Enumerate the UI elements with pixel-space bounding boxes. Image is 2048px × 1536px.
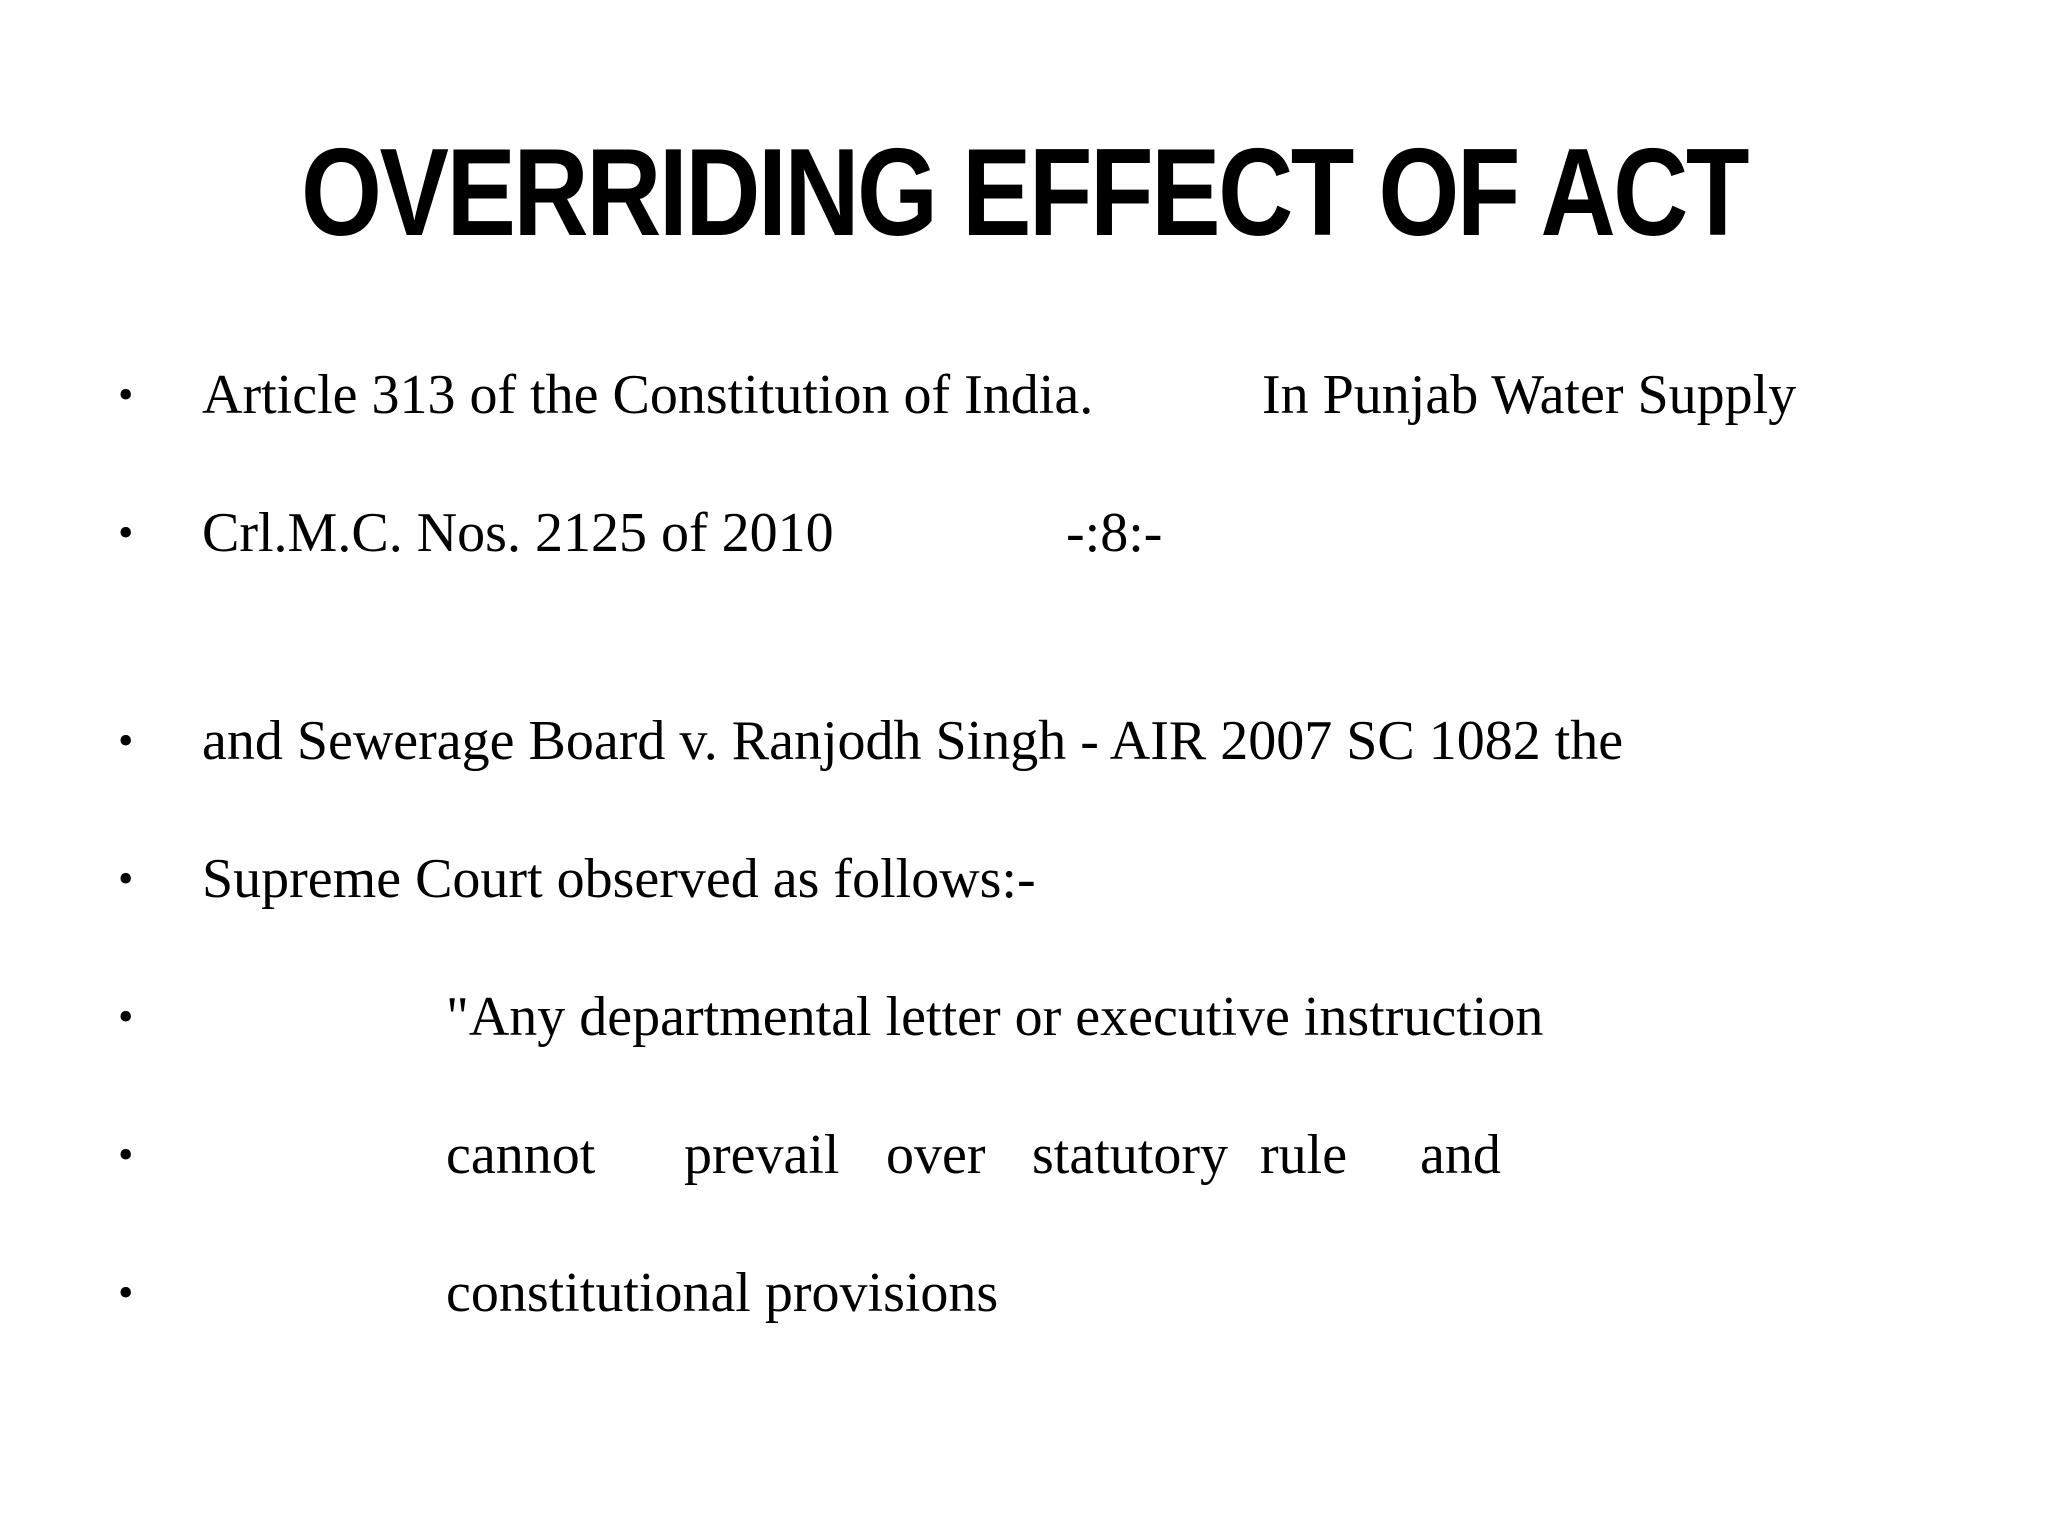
bullet-text: and Sewerage Board v. Ranjodh Singh - AIR 2007 SC 1082 the xyxy=(202,710,1624,772)
bullet-marker: • xyxy=(118,1130,134,1179)
page-marker: -:8:- xyxy=(1066,502,1163,564)
bullet-line xyxy=(0,1258,2048,1328)
bullet-line xyxy=(0,1120,2048,1190)
quote-text: constitutional provisions xyxy=(446,1262,999,1324)
quote-word: rule xyxy=(1260,1124,1348,1186)
slide-title: OVERRIDING EFFECT OF ACT xyxy=(301,124,1747,262)
bullet-line xyxy=(0,360,2048,430)
bullet-text: In Punjab Water Supply xyxy=(1262,364,1797,426)
quote-word: over xyxy=(886,1124,986,1186)
bullet-line xyxy=(0,706,2048,776)
quote-word: and xyxy=(1420,1124,1501,1186)
bullet-marker: • xyxy=(118,370,134,419)
bullet-line xyxy=(0,982,2048,1052)
bullet-marker: • xyxy=(118,992,134,1041)
quote-text: "Any departmental letter or executive instruction xyxy=(446,986,1544,1048)
bullet-text: Article 313 of the Constitution of India. xyxy=(202,364,1094,426)
bullet-text: Supreme Court observed as follows:- xyxy=(202,848,1036,910)
bullet-marker: • xyxy=(118,508,134,557)
bullet-marker: • xyxy=(118,1268,134,1317)
quote-word: statutory xyxy=(1032,1124,1228,1186)
quote-word: prevail xyxy=(684,1124,840,1186)
bullet-line xyxy=(0,498,2048,568)
bullet-marker: • xyxy=(118,716,134,765)
bullet-text: Crl.M.C. Nos. 2125 of 2010 xyxy=(202,502,834,564)
quote-word: cannot xyxy=(446,1124,596,1186)
bullet-line xyxy=(0,844,2048,914)
bullet-marker: • xyxy=(118,854,134,903)
